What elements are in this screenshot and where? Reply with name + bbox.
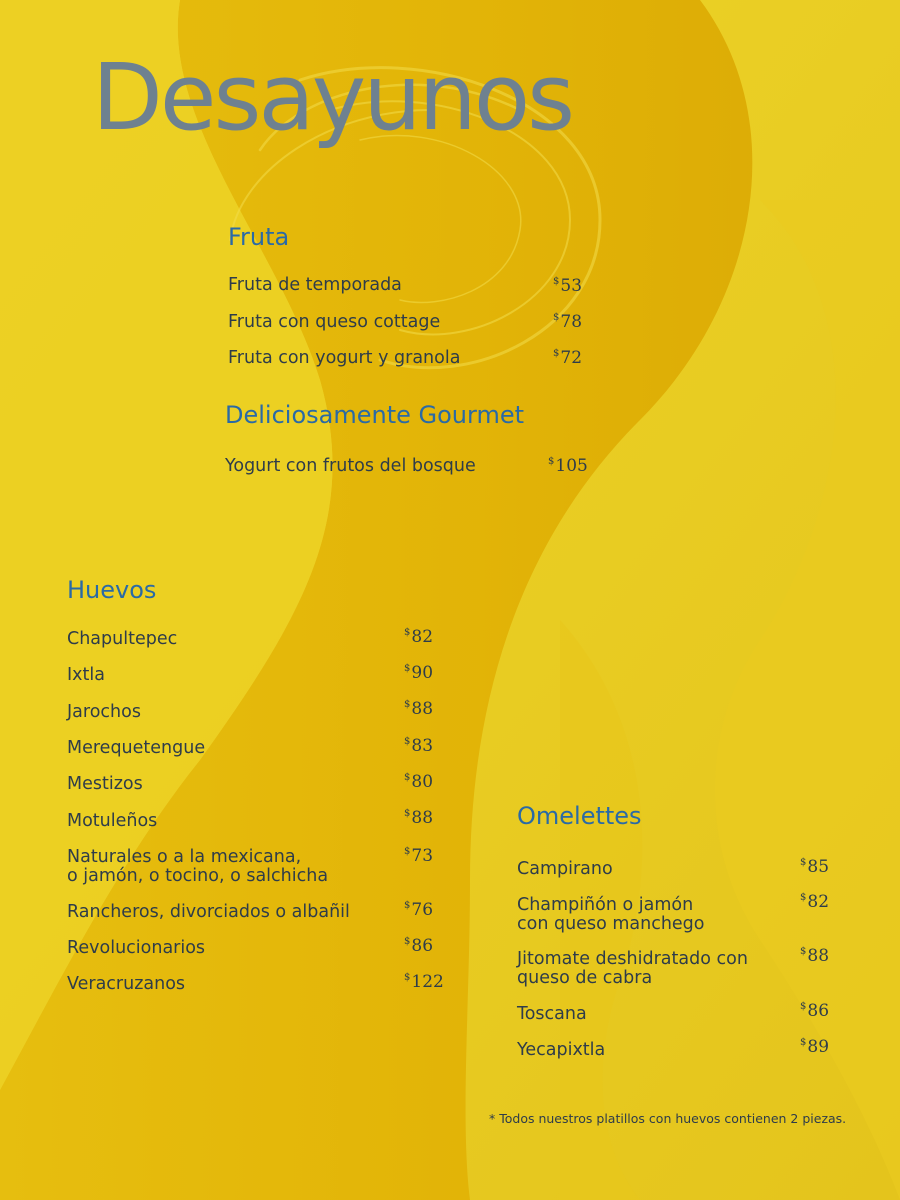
- item-price: $53: [553, 276, 583, 296]
- section-heading-omelettes: Omelettes: [517, 802, 642, 830]
- item-price: $90: [404, 663, 434, 683]
- list-item: [67, 703, 141, 722]
- currency-symbol: $: [553, 348, 560, 359]
- section-heading-gourmet: Deliciosamente Gourmet: [225, 401, 524, 429]
- section-heading-huevos: Huevos: [67, 576, 157, 604]
- item-name: Rancheros, divorciados o albañil: [67, 902, 350, 922]
- item-price: $88: [404, 699, 434, 719]
- currency-symbol: $: [404, 808, 411, 819]
- currency-symbol: $: [553, 312, 560, 323]
- item-name: Merequetengue: [67, 738, 206, 758]
- item-price: $82: [404, 627, 434, 647]
- page-title: Desayunos: [92, 44, 573, 151]
- list-item: [67, 739, 205, 758]
- list-item: [225, 457, 476, 476]
- list-item: [67, 975, 185, 994]
- item-name: Revolucionarios: [67, 938, 206, 958]
- item-price: $122: [404, 972, 444, 992]
- list-item: [517, 1041, 605, 1060]
- currency-symbol: $: [800, 946, 807, 957]
- currency-symbol: $: [404, 772, 411, 783]
- item-price: $86: [404, 936, 434, 956]
- currency-symbol: $: [404, 699, 411, 710]
- list-item: [517, 860, 613, 879]
- item-price: $80: [404, 772, 434, 792]
- currency-symbol: $: [404, 936, 411, 947]
- currency-symbol: $: [553, 276, 560, 287]
- list-item: [67, 903, 350, 922]
- currency-symbol: $: [404, 736, 411, 747]
- list-item: [228, 349, 460, 368]
- item-name: Ixtla: [67, 665, 105, 685]
- list-item: [228, 313, 440, 332]
- item-name: Fruta con yogurt y granola: [228, 348, 461, 368]
- item-name: Jitomate deshidratado con queso de cabra: [517, 949, 748, 988]
- currency-symbol: $: [800, 857, 807, 868]
- currency-symbol: $: [404, 972, 411, 983]
- list-item: [67, 775, 143, 794]
- item-name: Fruta con queso cottage: [228, 312, 441, 332]
- item-name: Fruta de temporada: [228, 275, 402, 295]
- footnote: * Todos nuestros platillos con huevos contienen 2 piezas.: [489, 1111, 847, 1126]
- item-price: $89: [800, 1037, 830, 1057]
- list-item: [67, 848, 328, 886]
- item-name: Champiñón o jamón con queso manchego: [517, 895, 705, 934]
- list-item: [517, 1005, 587, 1024]
- currency-symbol: $: [800, 1001, 807, 1012]
- list-item: [517, 950, 748, 988]
- item-price: $88: [800, 946, 830, 966]
- list-item: [67, 939, 205, 958]
- currency-symbol: $: [404, 663, 411, 674]
- list-item: [228, 276, 402, 295]
- item-price: $85: [800, 857, 830, 877]
- item-price: $88: [404, 808, 434, 828]
- currency-symbol: $: [404, 627, 411, 638]
- item-name: Yecapixtla: [517, 1040, 606, 1060]
- section-heading-fruta: Fruta: [228, 223, 290, 251]
- item-price: $83: [404, 736, 434, 756]
- item-price: $105: [548, 456, 588, 476]
- currency-symbol: $: [548, 456, 555, 467]
- currency-symbol: $: [800, 1037, 807, 1048]
- currency-symbol: $: [404, 900, 411, 911]
- item-price: $76: [404, 900, 434, 920]
- currency-symbol: $: [404, 846, 411, 857]
- list-item: [67, 666, 105, 685]
- item-name: Yogurt con frutos del bosque: [225, 456, 476, 476]
- list-item: [67, 630, 177, 649]
- item-price: $72: [553, 348, 583, 368]
- list-item: [67, 812, 157, 831]
- item-name: Campirano: [517, 859, 613, 879]
- item-name: Motuleños: [67, 811, 158, 831]
- item-name: Mestizos: [67, 774, 143, 794]
- item-name: Veracruzanos: [67, 974, 186, 994]
- item-price: $78: [553, 312, 583, 332]
- list-item: [517, 896, 705, 934]
- item-price: $73: [404, 846, 434, 866]
- item-price: $82: [800, 892, 830, 912]
- item-name: Naturales o a la mexicana, o jamón, o tocino, o salchicha: [67, 847, 329, 886]
- item-name: Chapultepec: [67, 629, 178, 649]
- currency-symbol: $: [800, 892, 807, 903]
- item-price: $86: [800, 1001, 830, 1021]
- item-name: Toscana: [517, 1004, 587, 1024]
- item-name: Jarochos: [67, 702, 141, 722]
